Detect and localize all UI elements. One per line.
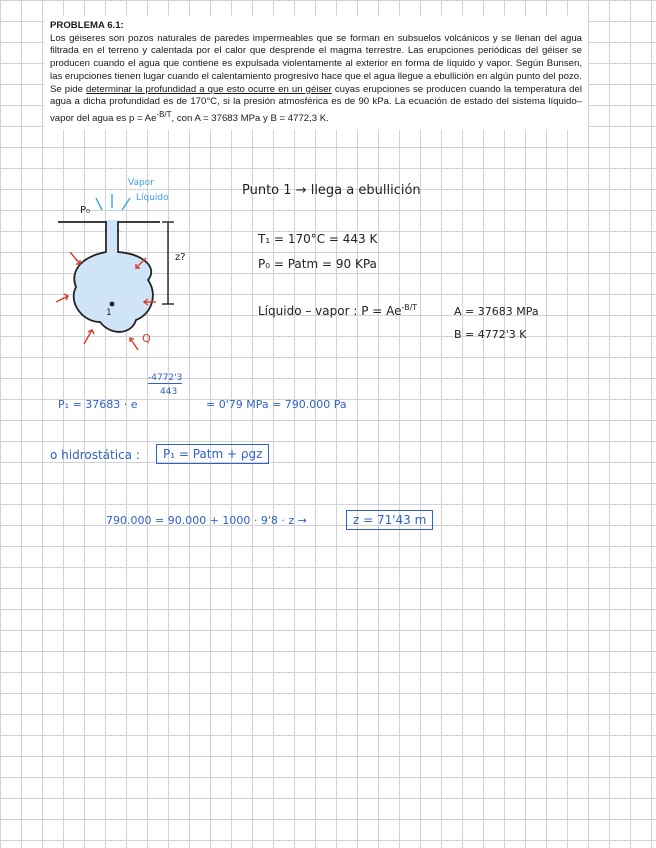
final-result: z = 71'43 m (346, 510, 433, 530)
exp-denominator: 443 (160, 387, 178, 397)
heat-label: Q (142, 332, 151, 345)
point-label: 1 (106, 308, 112, 318)
t1-line: T₁ = 170°C = 443 K (258, 232, 378, 246)
hydrostatic-label: o hidrostática : (50, 448, 140, 462)
p0-line: P₀ = Patm = 90 KPa (258, 257, 377, 271)
p1-calc-left: P₁ = 37683 · e (58, 398, 138, 411)
statement-paragraph-1: Los géiseres son pozos naturales de paredes impermeables que se forman en subsuelos volcánicos y se llenan del agua filtrada en el terreno y calentada por el calor que desprende el magma terrestre. Las erupciones periódicas del géiser se producen cuando el agua que contiene es expulsada violentamente al exterior en forma de líquido y vapor. Según Bunsen, las erupciones tienen lugar cuando el calentamiento progresivo hace que el agua llegue a ebullición en algún punto del pozo. (50, 32, 582, 82)
hydrostatic-equation: P₁ = Patm + ρgz (156, 444, 269, 464)
underlined-task: determinar la profundidad a que esto ocurre en un géiser (86, 83, 332, 95)
statement-paragraph-2: Se pide determinar la profundidad a que esto ocurre en un géiser cuyas erupciones se producen cuando la temperatura del agua a dicha profundidad es de 170°C, si la presión atmosférica es de 90 kPa. La ecuación de estado del sistema líquido–vapor del agua es $p = Ae^{-B/T}$, con A = 37683 MPa y B = 4772,3 K. (50, 83, 582, 125)
depth-label: z? (175, 252, 186, 263)
problem-statement (44, 16, 588, 130)
p0-label: P₀ (80, 205, 91, 216)
exp-numerator: -4772'3 (148, 373, 183, 383)
lv-equation: Líquido – vapor : $P = Ae^{-B/T}$ (258, 303, 418, 318)
a-value: A = 37683 MPa (454, 305, 539, 318)
p1-calc-right: = 0'79 MPa = 790.000 Pa (206, 398, 347, 411)
final-equation: 790.000 = 90.000 + 1000 · 9'8 · z → (106, 514, 307, 527)
problem-title: PROBLEMA 6.1: (50, 20, 124, 31)
liquid-label: Líquido (136, 193, 169, 203)
b-value: B = 4772'3 K (454, 328, 527, 341)
geyser-sketch (40, 172, 200, 362)
vapor-label: Vapor (128, 178, 154, 188)
punto-heading: Punto 1 → llega a ebullición (242, 183, 421, 198)
